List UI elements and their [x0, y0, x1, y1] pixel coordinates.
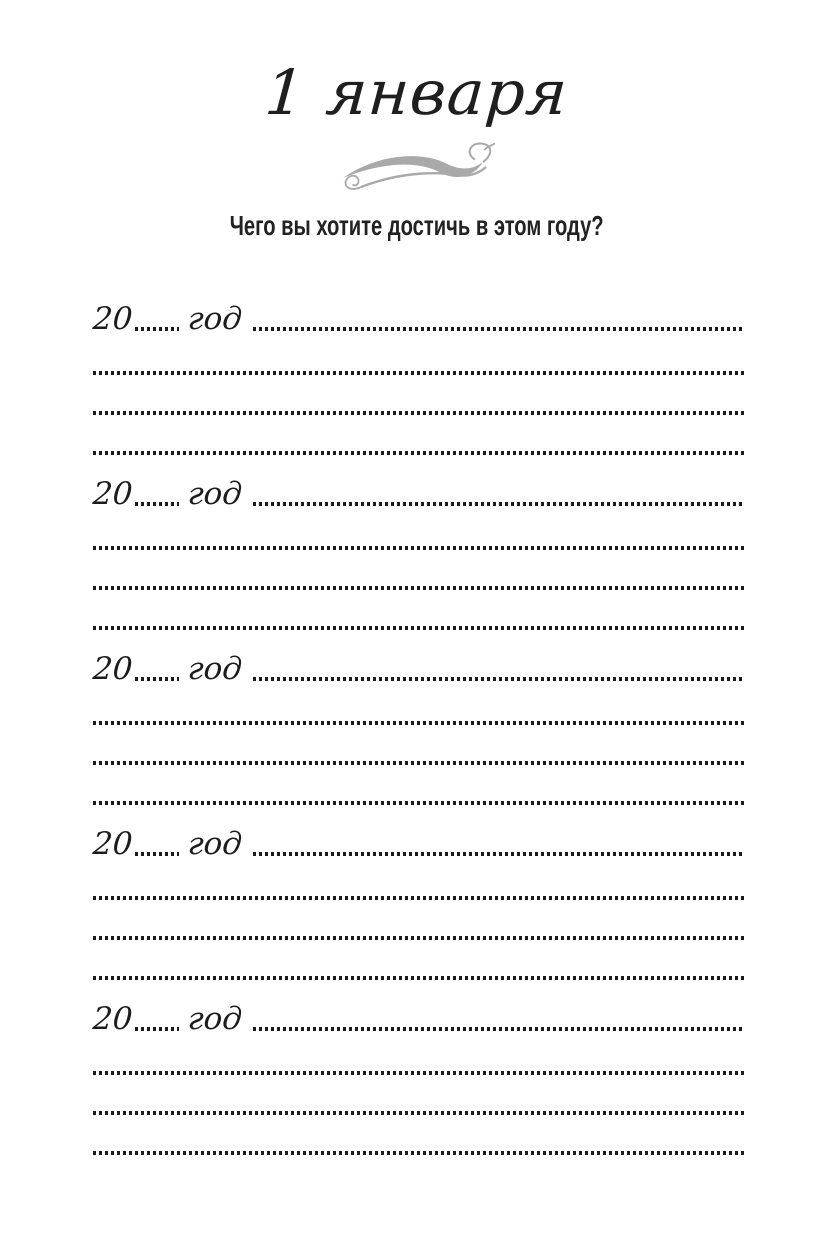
year-prefix: 20 [91, 301, 134, 337]
writing-line [93, 371, 745, 375]
entry-section [91, 826, 745, 1004]
prompt-question-text: Чего вы хотите достичь в этом году? [229, 210, 604, 241]
prompt-question [0, 210, 833, 242]
writing-line [253, 1027, 745, 1031]
year-blank-line [135, 327, 179, 331]
writing-line [93, 546, 745, 550]
writing-line [93, 451, 745, 455]
writing-line [93, 721, 745, 725]
writing-line [253, 327, 745, 331]
writing-line [93, 1151, 745, 1155]
writing-line [93, 1111, 745, 1115]
year-line [91, 1001, 745, 1037]
writing-line [93, 626, 745, 630]
year-blank-line [135, 677, 179, 681]
writing-line [93, 936, 745, 940]
year-label: год [187, 476, 244, 512]
year-label: год [187, 1001, 244, 1037]
year-blank-line [135, 852, 179, 856]
writing-line [253, 502, 745, 506]
entry-section [91, 476, 745, 654]
writing-line [93, 761, 745, 765]
writing-line [253, 852, 745, 856]
page-title: 1 января [262, 56, 571, 129]
entry-section [91, 301, 745, 479]
flourish-divider-icon [339, 142, 495, 198]
year-label: год [187, 826, 244, 862]
year-line [91, 651, 745, 687]
writing-line [93, 801, 745, 805]
year-prefix: 20 [91, 1001, 134, 1037]
year-label: год [187, 651, 244, 687]
entry-section [91, 1001, 745, 1179]
year-line [91, 301, 745, 337]
year-blank-line [135, 502, 179, 506]
entry-section [91, 651, 745, 829]
writing-line [93, 1071, 745, 1075]
year-prefix: 20 [91, 826, 134, 862]
year-label: год [187, 301, 244, 337]
year-prefix: 20 [91, 651, 134, 687]
writing-line [93, 586, 745, 590]
writing-line [93, 896, 745, 900]
year-line [91, 826, 745, 862]
writing-line [93, 411, 745, 415]
writing-line [93, 976, 745, 980]
year-blank-line [135, 1027, 179, 1031]
writing-line [253, 677, 745, 681]
year-prefix: 20 [91, 476, 134, 512]
year-line [91, 476, 745, 512]
